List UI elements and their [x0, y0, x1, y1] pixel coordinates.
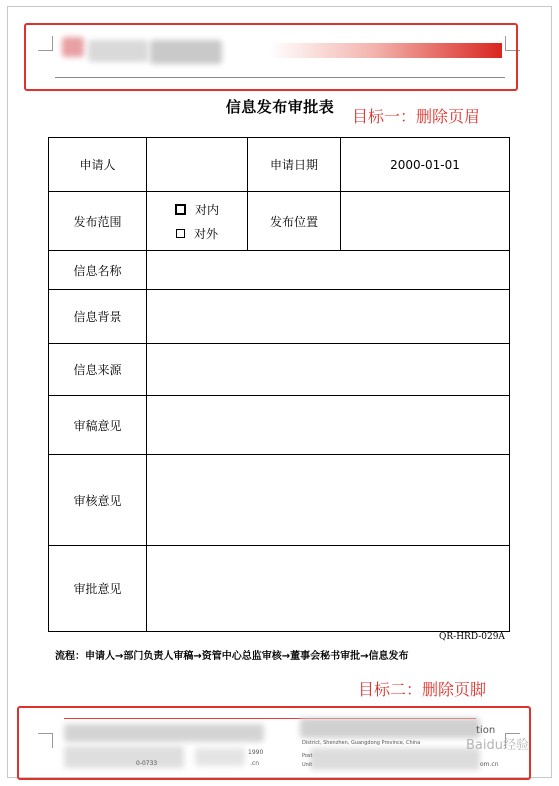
date-label: 申请日期 — [248, 138, 341, 192]
scope-option-internal[interactable] — [147, 197, 247, 221]
document-code: QR-HRD-029A — [439, 632, 505, 642]
scope-options — [147, 192, 248, 251]
checkbox-internal[interactable] — [175, 204, 186, 215]
footer-text-fragment-7: .cn — [250, 760, 260, 767]
table-row — [49, 192, 510, 251]
info-source-label: 信息来源 — [49, 344, 147, 396]
footer-text-fragment-8: om.cn — [480, 761, 499, 768]
scope-option-external-label: 对外 — [193, 226, 218, 241]
header-highlight-box — [24, 23, 518, 91]
checkbox-external[interactable] — [176, 229, 185, 238]
approval-form-table — [48, 137, 510, 632]
table-row — [49, 138, 510, 192]
info-source-field[interactable] — [147, 344, 510, 396]
scope-option-external[interactable] — [147, 221, 247, 245]
form-title: 信息发布审批表 — [225, 98, 335, 116]
table-row — [49, 455, 510, 546]
applicant-label: 申请人 — [49, 138, 147, 192]
scope-option-internal-label: 对内 — [194, 202, 219, 217]
baidu-watermark: Baidu经验 — [466, 738, 529, 753]
footer-text-fragment-1: tion — [476, 725, 496, 736]
table-row — [49, 396, 510, 455]
location-label: 发布位置 — [248, 192, 341, 251]
audit-field[interactable] — [147, 455, 510, 546]
info-background-label: 信息背景 — [49, 290, 147, 344]
date-field[interactable]: 2000-01-01 — [341, 138, 510, 192]
footer-highlight-box — [17, 706, 531, 780]
table-row — [49, 344, 510, 396]
location-field[interactable] — [341, 192, 510, 251]
approval-field[interactable] — [147, 546, 510, 632]
goal-one-label: 目标一：删除页眉 — [352, 107, 481, 126]
draft-review-label: 审稿意见 — [49, 396, 147, 455]
table-row — [49, 251, 510, 290]
footer-text-fragment-2: District, Shenzhen, Guangdong Province, China — [302, 740, 421, 746]
applicant-field[interactable] — [147, 138, 248, 192]
table-row — [49, 546, 510, 632]
footer-text-fragment-4: Unit — [302, 762, 313, 768]
audit-label: 审核意见 — [49, 455, 147, 546]
info-name-field[interactable] — [147, 251, 510, 290]
scope-label: 发布范围 — [49, 192, 147, 251]
goal-two-label: 目标二：删除页脚 — [358, 680, 487, 699]
table-row — [49, 290, 510, 344]
approval-label: 审批意见 — [49, 546, 147, 632]
draft-review-field[interactable] — [147, 396, 510, 455]
info-name-label: 信息名称 — [49, 251, 147, 290]
info-background-field[interactable] — [147, 290, 510, 344]
footer-text-fragment-3: Post — [302, 753, 313, 759]
footer-text-fragment-5: 1990 — [248, 749, 264, 756]
process-flow-text: 流程：申请人→部门负责人审稿→资管中心总监审核→董事会秘书审批→信息发布 — [55, 651, 409, 662]
footer-text-fragment-6: 0-0733 — [136, 760, 158, 767]
